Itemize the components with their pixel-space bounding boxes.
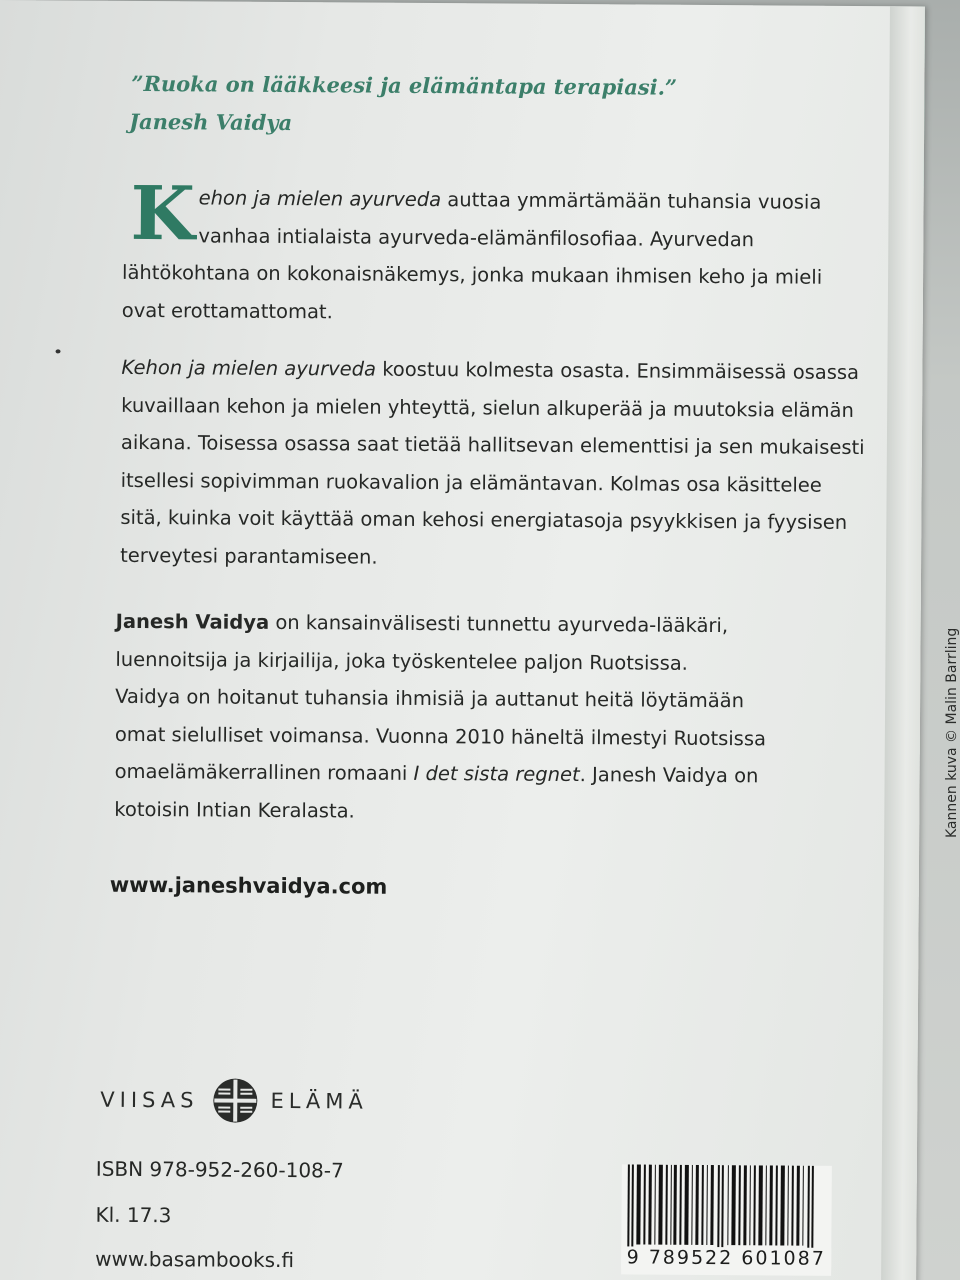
parts-paragraph bbox=[120, 349, 865, 579]
series-name-left: VIISAS bbox=[100, 1087, 199, 1113]
intro-line-4: ovat erottamattomat. bbox=[121, 298, 333, 323]
bio-line-1-rest: on kansainvälisesti tunnettu ayurveda-lääkäri, bbox=[269, 610, 729, 638]
series-emblem-icon bbox=[212, 1078, 258, 1124]
bio-line-4: omat sielulliset voimansa. Vuonna 2010 häneltä ilmestyi Ruotsissa bbox=[114, 722, 767, 750]
intro-line-1-rest: auttaa ymmärtämään tuhansia vuosia bbox=[441, 188, 822, 214]
intro-line-2: vanhaa intialaista ayurveda-elämänfilosofiaa. Ayurvedan bbox=[198, 223, 755, 251]
bio-novel-title: I det sista regnet bbox=[413, 761, 580, 787]
parts-line-6: terveytesi parantamiseen. bbox=[120, 543, 378, 569]
parts-line-1-rest: koostuu kolmesta osasta. Ensimmäisessä osassa bbox=[375, 357, 860, 385]
library-classification: Kl. 17.3 bbox=[95, 1202, 172, 1228]
parts-line-3: aikana. Toisessa osassa saat tietää hallitsevan elementtisi ja sen mukaisesti bbox=[120, 430, 865, 460]
barcode-bars bbox=[621, 1164, 832, 1251]
intro-line-3: lähtökohtana on kokonaisnäkemys, jonka mukaan ihmisen keho ja mieli bbox=[122, 260, 823, 289]
parts-book-title: Kehon ja mielen ayurveda bbox=[121, 355, 377, 381]
parts-line-4: itsellesi sopivimman ruokavalion ja elämäntavan. Kolmas osa käsittelee bbox=[120, 468, 822, 497]
bio-author-name: Janesh Vaidya bbox=[115, 609, 270, 634]
parts-line-1 bbox=[121, 349, 865, 392]
bio-line-3: Vaidya on hoitanut tuhansia ihmisiä ja auttanut heitä löytämään bbox=[115, 684, 745, 713]
author-website: www.janeshvaidya.com bbox=[109, 872, 388, 899]
author-bio-paragraph bbox=[114, 603, 767, 833]
intro-paragraph-bottom bbox=[122, 254, 823, 334]
barcode-digits: 9 789522 601087 bbox=[621, 1246, 831, 1269]
cover-spine-edge bbox=[881, 6, 925, 1280]
bio-line-5-start: omaelämäkerrallinen romaani bbox=[114, 759, 414, 785]
barcode bbox=[621, 1164, 832, 1275]
quote-text: ”Ruoka on lääkkeesi ja elämäntapa terapiasi.” bbox=[131, 70, 678, 100]
bio-line-1 bbox=[116, 603, 767, 645]
intro-book-title: ehon ja mielen ayurveda bbox=[198, 186, 442, 212]
intro-paragraph-top bbox=[198, 179, 821, 258]
quote-author: Janesh Vaidya bbox=[129, 108, 293, 136]
dust-speck bbox=[56, 349, 61, 353]
series-name-right: ELÄMÄ bbox=[270, 1088, 368, 1114]
parts-line-5: sitä, kuinka voit käyttää oman kehosi energiatasoja psyykkisen ja fyysisen bbox=[120, 505, 848, 534]
bio-line-5-end: . Janesh Vaidya on bbox=[579, 763, 759, 788]
bio-line-2: luennoitsija ja kirjailija, joka työskentelee paljon Ruotsissa. bbox=[115, 647, 689, 675]
bio-line-6: kotoisin Intian Keralasta. bbox=[114, 797, 355, 822]
drop-cap: K bbox=[130, 170, 196, 258]
bio-line-5 bbox=[114, 753, 765, 795]
series-logo bbox=[100, 1077, 368, 1125]
isbn: ISBN 978-952-260-108-7 bbox=[95, 1156, 344, 1183]
parts-line-2: kuvaillaan kehon ja mielen yhteyttä, sielun alkuperää ja muutoksia elämän bbox=[121, 393, 854, 422]
cover-photo-credit: Kannen kuva © Malin Barrling bbox=[944, 627, 960, 838]
intro-line-1 bbox=[198, 179, 821, 221]
publisher-website: www.basambooks.fi bbox=[95, 1246, 295, 1273]
